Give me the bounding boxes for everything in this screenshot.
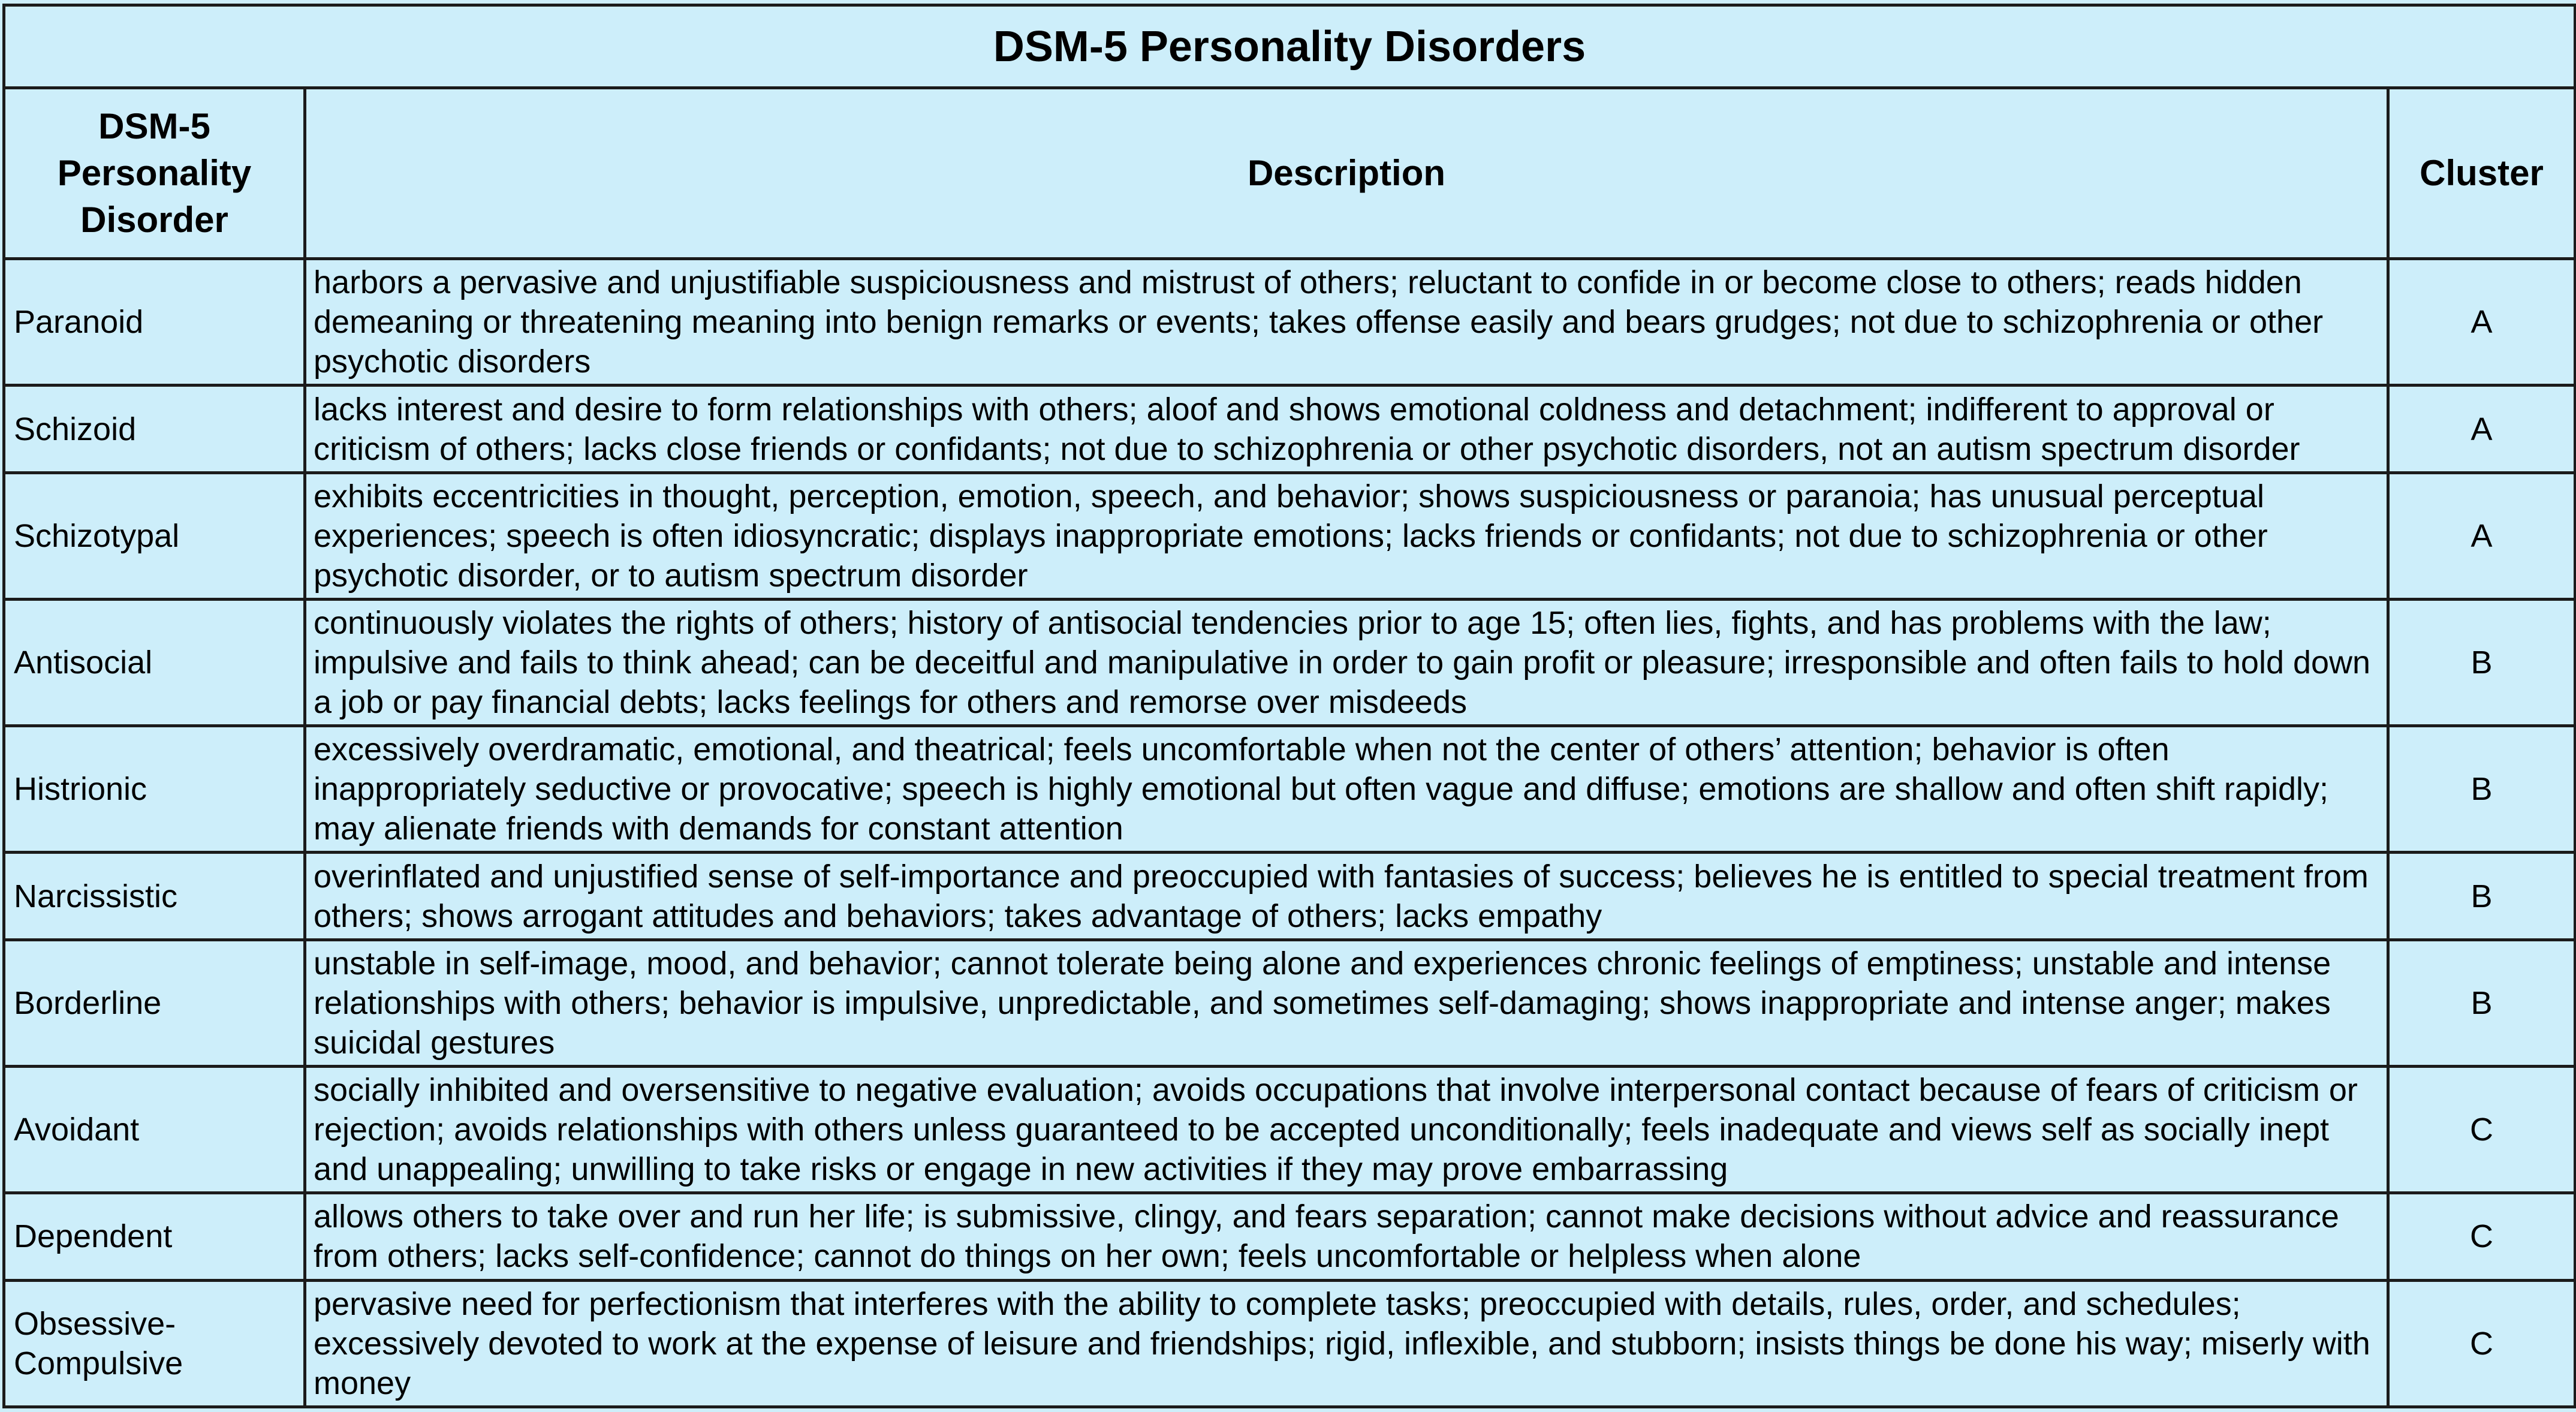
disorder-name: Schizotypal: [4, 472, 305, 599]
disorder-cluster: B: [2388, 726, 2575, 853]
disorder-description: overinflated and unjustified sense of self-importance and preoccupied with fantasies of success; believes he is entitled to special treatment from others; shows arrogant attitudes and behaviors; takes advantage of others; lacks empathy: [305, 853, 2388, 940]
table-row: [4, 259, 2575, 386]
disorder-cluster: C: [2388, 1067, 2575, 1193]
disorder-description: socially inhibited and oversensitive to negative evaluation; avoids occupations that involve interpersonal contact because of fears of criticism or rejection; avoids relationships with others unless guaranteed to be accepted unconditionally; feels inadequate and views self as socially inept and unappealing; unwilling to take risks or engage in new activities if they may prove embarrassing: [305, 1067, 2388, 1193]
disorder-cluster: A: [2388, 259, 2575, 386]
disorder-name: Schizoid: [4, 386, 305, 472]
disorder-name: Narcissistic: [4, 853, 305, 940]
disorder-description: pervasive need for perfectionism that interferes with the ability to complete tasks; preoccupied with details, rules, order, and schedules; excessively devoted to work at the expense of leisure and friendships; rigid, inflexible, and stubborn; insists things be done his way; miserly with money: [305, 1280, 2388, 1407]
disorder-description: allows others to take over and run her life; is submissive, clingy, and fears separation; cannot make decisions without advice and reassurance from others; lacks self-confidence; cannot do things on her own; feels uncomfortable or helpless when alone: [305, 1193, 2388, 1280]
disorder-cluster: C: [2388, 1280, 2575, 1407]
disorder-name: Paranoid: [4, 259, 305, 386]
header-row: [4, 88, 2575, 259]
table-row: [4, 1193, 2575, 1280]
header-disorder: DSM-5 Personality Disorder: [4, 88, 305, 259]
disorder-cluster: B: [2388, 600, 2575, 726]
disorder-name: Histrionic: [4, 726, 305, 853]
table-row: [4, 853, 2575, 940]
disorder-description: lacks interest and desire to form relationships with others; aloof and shows emotional coldness and detachment; indifferent to approval or criticism of others; lacks close friends or confidants; not due to schizophrenia or other psychotic disorders, not an autism spectrum disorder: [305, 386, 2388, 472]
header-description: Description: [305, 88, 2388, 259]
disorder-description: excessively overdramatic, emotional, and theatrical; feels uncomfortable when not the center of others’ attention; behavior is often inappropriately seductive or provocative; speech is highly emotional but often vague and diffuse; emotions are shallow and often shift rapidly; may alienate friends with demands for constant attention: [305, 726, 2388, 853]
header-cluster: Cluster: [2388, 88, 2575, 259]
table-row: [4, 1280, 2575, 1407]
table-row: [4, 472, 2575, 599]
table-row: [4, 600, 2575, 726]
table-title: DSM-5 Personality Disorders: [4, 5, 2575, 88]
disorder-description: unstable in self-image, mood, and behavior; cannot tolerate being alone and experiences chronic feelings of emptiness; unstable and intense relationships with others; behavior is impulsive, unpredictable, and sometimes self-damaging; shows inappropriate and intense anger; makes suicidal gestures: [305, 940, 2388, 1066]
disorder-cluster: B: [2388, 940, 2575, 1066]
disorder-description: continuously violates the rights of others; history of antisocial tendencies prior to age 15; often lies, fights, and has problems with the law; impulsive and fails to think ahead; can be deceitful and manipulative in order to gain profit or pleasure; irresponsible and often fails to hold down a job or pay financial debts; lacks feelings for others and remorse over misdeeds: [305, 600, 2388, 726]
table-row: [4, 940, 2575, 1066]
disorder-name: Obsessive-Compulsive: [4, 1280, 305, 1407]
table-row: [4, 726, 2575, 853]
table-row: [4, 1067, 2575, 1193]
disorder-description: harbors a pervasive and unjustifiable suspiciousness and mistrust of others; reluctant to confide in or become close to others; reads hidden demeaning or threatening meaning into benign remarks or events; takes offense easily and bears grudges; not due to schizophrenia or other psychotic disorders: [305, 259, 2388, 386]
personality-disorders-table: [2, 4, 2576, 1408]
disorder-cluster: A: [2388, 472, 2575, 599]
table-row: [4, 386, 2575, 472]
title-row: [4, 5, 2575, 88]
disorder-cluster: A: [2388, 386, 2575, 472]
disorder-name: Dependent: [4, 1193, 305, 1280]
disorder-name: Avoidant: [4, 1067, 305, 1193]
disorder-description: exhibits eccentricities in thought, perception, emotion, speech, and behavior; shows suspiciousness or paranoia; has unusual perceptual experiences; speech is often idiosyncratic; displays inappropriate emotions; lacks friends or confidants; not due to schizophrenia or other psychotic disorder, or to autism spectrum disorder: [305, 472, 2388, 599]
disorder-name: Borderline: [4, 940, 305, 1066]
disorder-cluster: C: [2388, 1193, 2575, 1280]
disorder-cluster: B: [2388, 853, 2575, 940]
disorder-name: Antisocial: [4, 600, 305, 726]
